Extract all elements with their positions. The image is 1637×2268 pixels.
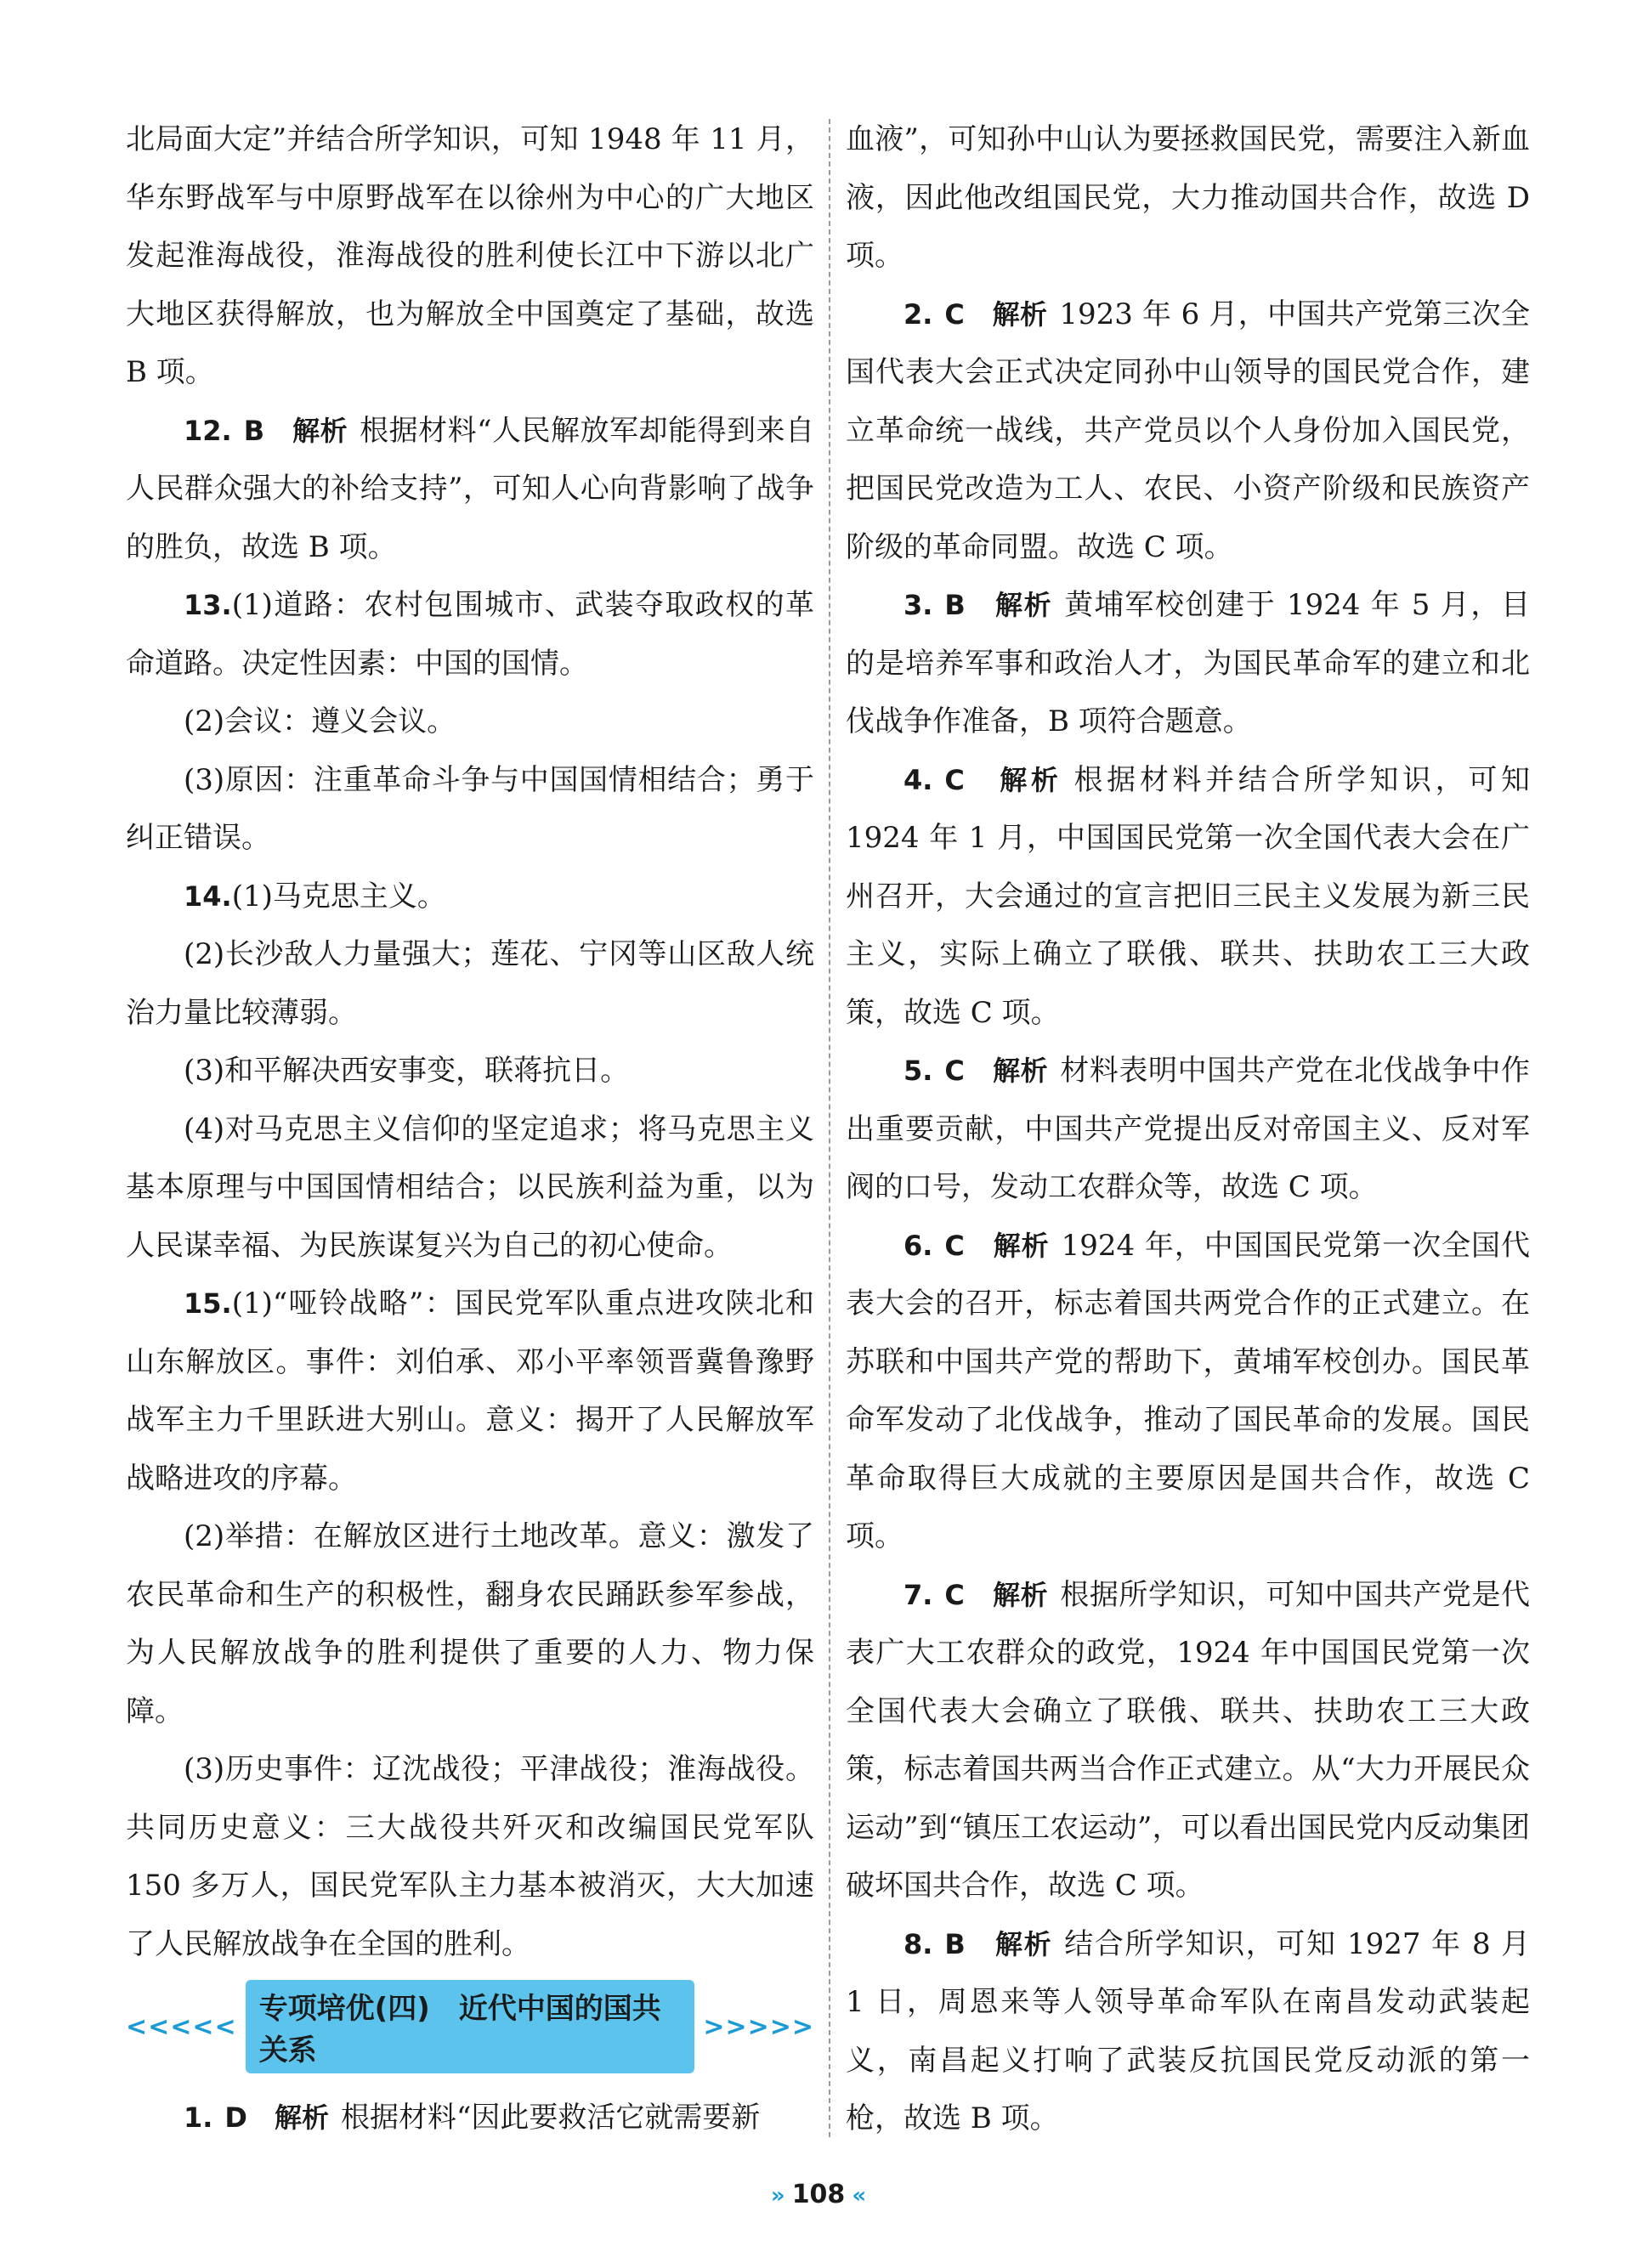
page-footer: [0, 2180, 1637, 2209]
answer-paragraph: [846, 286, 1530, 577]
answer-paragraph: [126, 576, 814, 693]
answer-text: (4)对马克思主义信仰的坚定追求；将马克思主义基本原理与中国国情相结合；以民族利益为重，以为人民谋幸福、为民族谋复兴为自己的初心使命。: [126, 1111, 814, 1263]
answer-paragraph: [846, 576, 1530, 751]
answer-paragraph: [126, 1275, 814, 1507]
answer-tag: C 解析: [944, 297, 1048, 331]
answer-text: 黄埔军校创建于 1924 年 5 月，目的是培养军事和政治人才，为国民革命军的建立和北伐战争作准备，B 项符合题意。: [846, 588, 1530, 738]
answer-paragraph: [846, 1217, 1530, 1566]
answer-text: 根据材料“因此要救活它就需要新: [341, 2101, 761, 2135]
answer-tag: B 解析: [944, 1927, 1053, 1960]
answer-tag: D 解析: [224, 2101, 329, 2134]
answer-paragraph: [126, 1740, 814, 1973]
right-column: [846, 110, 1530, 2148]
answer-paragraph: [846, 1915, 1530, 2148]
answer-paragraph: [126, 868, 814, 926]
answer-tag: C 解析: [944, 1229, 1050, 1262]
answer-text: (2)举措：在解放区进行土地改革。意义：激发了农民革命和生产的积极性，翻身农民踊跃参军参战，为人民解放战争的胜利提供了重要的人力、物力保障。: [126, 1519, 814, 1728]
answer-paragraph: [126, 110, 814, 402]
answer-number: 1.: [184, 2101, 213, 2134]
answer-text: (1)道路：农村包围城市、武装夺取政权的革命道路。决定性因素：中国的国情。: [126, 588, 814, 681]
footer-right-mark: «: [852, 2183, 867, 2209]
column-divider: [829, 119, 830, 2137]
answer-tag: B 解析: [243, 414, 348, 447]
answer-text: (1)“哑铃战略”：国民党军队重点进攻陕北和山东解放区。事件：刘伯承、邓小平率领晋冀鲁豫野战军主力千里跃进大别山。意义：揭开了人民解放军战略进攻的序幕。: [126, 1287, 814, 1496]
answer-text: 1923 年 6 月，中国共产党第三次全国代表大会正式决定同孙中山领导的国民党合作，建立革命统一战线，共产党员以个人身份加入国民党，把国民党改造为工人、农民、小资产阶级和民族资产阶级的革命同盟。故选 C 项。: [846, 297, 1530, 564]
answer-number: 3.: [903, 589, 933, 621]
answer-paragraph: [846, 1042, 1530, 1217]
answer-paragraph: [126, 1042, 814, 1100]
answer-number: 13.: [184, 589, 232, 621]
answer-text: 血液”，可知孙中山认为要拯救国民党，需要注入新血液，因此他改组国民党，大力推动国共合作，故选 D 项。: [846, 122, 1530, 273]
answer-text: 根据材料并结合所学知识，可知 1924 年 1 月，中国国民党第一次全国代表大会在广州召开，大会通过的宣言把旧三民主义发展为新三民主义，实际上确立了联俄、联共、扶助农工三大政策，故选 C 项。: [846, 762, 1530, 1030]
answer-paragraph: [846, 751, 1530, 1043]
answer-paragraph: [126, 402, 814, 577]
answer-text: (3)原因：注重革命斗争与中国国情相结合；勇于纠正错误。: [126, 762, 814, 855]
answer-text: (2)长沙敌人力量强大；莲花、宁冈等山区敌人统治力量比较薄弱。: [126, 937, 814, 1030]
answer-tag: C 解析: [944, 1578, 1049, 1611]
answer-number: 14.: [184, 879, 232, 913]
section-heading: [126, 1992, 814, 2067]
answer-paragraph: [126, 693, 814, 751]
answer-number: 8.: [903, 1927, 933, 1960]
answer-text: (3)历史事件：辽沈战役；平津战役；淮海战役。共同历史意义：三大战役共歼灭和改编国民党军队 150 多万人，国民党军队主力基本被消灭，大大加速了人民解放战争在全国的胜利。: [126, 1752, 814, 1961]
answer-number: 12.: [184, 414, 232, 447]
left-column: [126, 110, 814, 1973]
answer-text: 结合所学知识，可知 1927 年 8 月 1 日，周恩来等人领导革命军队在南昌发动武装起义，南昌起义打响了武装反抗国民党反动派的第一枪，故选 B 项。: [846, 1926, 1530, 2135]
answer-number: 2.: [903, 297, 933, 331]
answer-text: 北局面大定”并结合所学知识，可知 1948 年 11 月，华东野战军与中原野战军在以徐州为中心的广大地区发起淮海战役，淮海战役的胜利使长江中下游以北广大地区获得解放，也为解放全中国奠定了基础，故选 B 项。: [126, 122, 814, 389]
answer-text: (1)马克思主义。: [231, 879, 446, 913]
answer-tag: C 解析: [944, 1055, 1049, 1087]
answer-paragraph: [126, 2089, 814, 2146]
answer-paragraph: [126, 1507, 814, 1740]
answer-paragraph: [126, 925, 814, 1042]
answer-paragraph: [126, 751, 814, 868]
section-title: 专项培优(四) 近代中国的国共关系: [246, 1980, 695, 2073]
answer-text: (3)和平解决西安事变，联蒋抗日。: [184, 1054, 630, 1088]
left-arrows: <<<<<: [126, 2011, 237, 2042]
answer-number: 6.: [903, 1229, 933, 1262]
right-arrows: >>>>>: [703, 2011, 814, 2042]
answer-text: 1924 年，中国国民党第一次全国代表大会的召开，标志着国共两党合作的正式建立。在苏联和中国共产党的帮助下，黄埔军校创办。国民革命军发动了北伐战争，推动了国民革命的发展。国民革命取得巨大成就的主要原因是国共合作，故选 C 项。: [846, 1228, 1530, 1553]
answer-number: 7.: [903, 1578, 933, 1611]
page-number: 108: [791, 2180, 846, 2209]
answer-paragraph: [846, 1566, 1530, 1915]
answer-tag: C 解析: [944, 763, 1062, 796]
answer-number: 5.: [903, 1055, 933, 1087]
answer-number: 15.: [184, 1287, 232, 1320]
answer-text: 根据所学知识，可知中国共产党是代表广大工农群众的政党，1924 年中国国民党第一次全国代表大会确立了联俄、联共、扶助农工三大政策，标志着国共两当合作正式建立。从“大力开展民众运动”到“镇压工农运动”，可以看出国民党内反动集团破坏国共合作，故选 C 项。: [846, 1577, 1530, 1903]
answer-text: (2)会议：遵义会议。: [184, 704, 456, 738]
answer-text: 根据材料“人民解放军却能得到来自人民群众强大的补给支持”，可知人心向背影响了战争的胜负，故选 B 项。: [126, 413, 814, 564]
footer-left-mark: »: [770, 2183, 785, 2209]
answer-text: 材料表明中国共产党在北伐战争中作出重要贡献，中国共产党提出反对帝国主义、反对军阀的口号，发动工农群众等，故选 C 项。: [846, 1054, 1530, 1204]
answer-paragraph: [126, 1100, 814, 1275]
answer-number: 4.: [903, 763, 933, 796]
answer-tag: B 解析: [944, 589, 1053, 621]
answer-paragraph: [846, 110, 1530, 286]
